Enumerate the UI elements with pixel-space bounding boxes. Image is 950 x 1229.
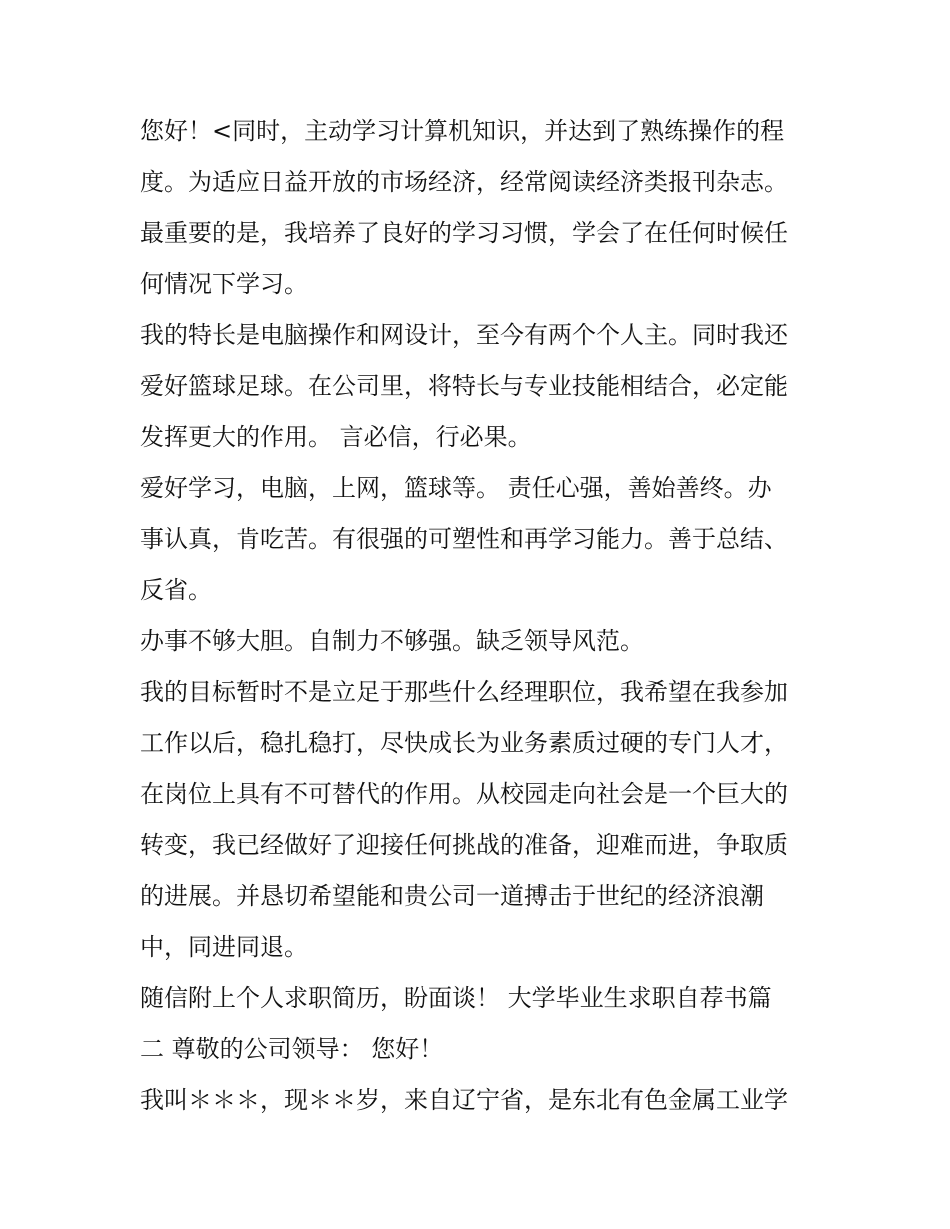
text-line-15: 转变，我已经做好了迎接任何挑战的准备，迎难而进，争取质 (140, 831, 788, 859)
text-line-1: 您好！<同时，主动学习计算机知识，并达到了熟练操作的程 (140, 117, 785, 145)
text-line-11: 办事不够大胆。自制力不够强。缺乏领导风范。 (140, 627, 644, 655)
text-line-8: 爱好学习，电脑，上网，篮球等。 责任心强，善始善终。办 (140, 474, 772, 502)
text-line-19: 二 尊敬的公司领导： 您好！ (140, 1035, 444, 1063)
text-line-20: 我叫＊＊＊，现＊＊岁，来自辽宁省，是东北有色金属工业学 (140, 1086, 788, 1114)
text-line-13: 工作以后，稳扎稳打，尽快成长为业务素质过硬的专门人才， (140, 729, 788, 757)
text-line-12: 我的目标暂时不是立足于那些什么经理职位，我希望在我参加 (140, 678, 788, 706)
text-line-17: 中，同进同退。 (140, 933, 308, 961)
text-line-10: 反省。 (140, 576, 212, 604)
text-line-6: 爱好篮球足球。在公司里，将特长与专业技能相结合，必定能 (140, 372, 788, 400)
text-line-7: 发挥更大的作用。 言必信，行必果。 (140, 423, 532, 451)
text-line-18: 随信附上个人求职简历，盼面谈！ 大学毕业生求职自荐书篇 (140, 984, 772, 1012)
text-line-9: 事认真，肯吃苦。有很强的可塑性和再学习能力。善于总结、 (140, 525, 788, 553)
document-body (140, 106, 820, 1126)
text-line-3: 最重要的是，我培养了良好的学习习惯，学会了在任何时候任 (140, 219, 788, 247)
text-line-14: 在岗位上具有不可替代的作用。从校园走向社会是一个巨大的 (140, 780, 788, 808)
text-line-5: 我的特长是电脑操作和网设计，至今有两个个人主。同时我还 (140, 321, 788, 349)
text-line-2: 度。为适应日益开放的市场经济，经常阅读经济类报刊杂志。 (140, 168, 788, 196)
text-line-4: 何情况下学习。 (140, 270, 308, 298)
text-line-16: 的进展。并恳切希望能和贵公司一道搏击于世纪的经济浪潮 (140, 882, 764, 910)
